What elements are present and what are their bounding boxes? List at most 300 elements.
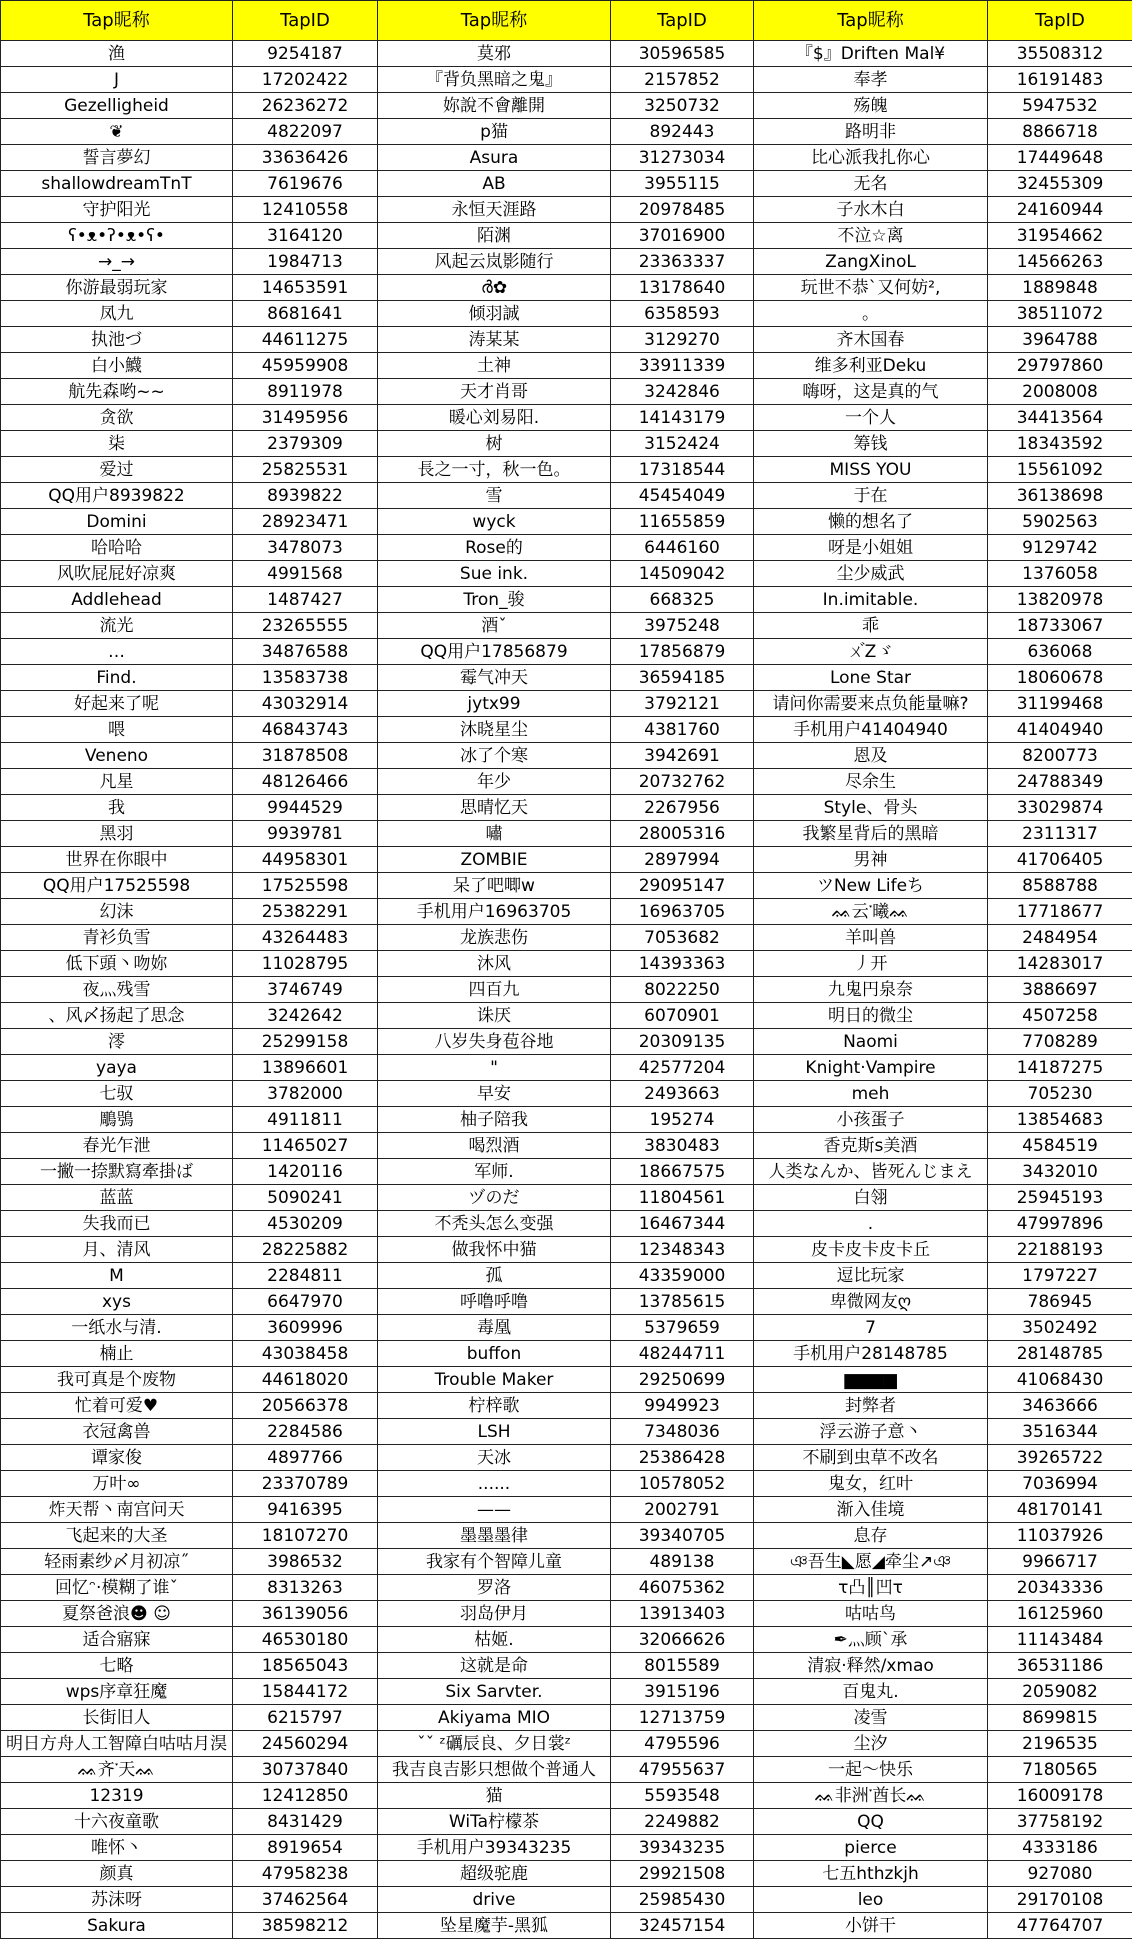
- tapid-cell: 4584519: [988, 1133, 1132, 1159]
- tapid-cell: 4507258: [988, 1003, 1132, 1029]
- tapid-cell: 786945: [988, 1289, 1132, 1315]
- nickname-cell: 唯怀丶: [1, 1835, 233, 1861]
- nickname-cell: Akiyama MIO: [378, 1705, 611, 1731]
- tapid-cell: 31199468: [988, 691, 1132, 717]
- nickname-cell: ▆▆▆▆: [754, 1367, 988, 1393]
- tapid-cell: 2284586: [233, 1419, 378, 1445]
- table-row: [1, 1575, 1132, 1601]
- table-row: [1, 1081, 1132, 1107]
- table-row: [1, 1887, 1132, 1913]
- nickname-cell: 九鬼円泉奈: [754, 977, 988, 1003]
- tapid-cell: 5379659: [611, 1315, 754, 1341]
- table-row: [1, 145, 1132, 171]
- nickname-cell: Asura: [378, 145, 611, 171]
- tapid-cell: 17202422: [233, 67, 378, 93]
- table-row: [1, 1471, 1132, 1497]
- nickname-cell: 白小鱴: [1, 353, 233, 379]
- tapid-cell: 6215797: [233, 1705, 378, 1731]
- tapid-cell: 31878508: [233, 743, 378, 769]
- tapid-cell: 20732762: [611, 769, 754, 795]
- nickname-cell: 呀是小姐姐: [754, 535, 988, 561]
- table-row: [1, 847, 1132, 873]
- nickname-cell: 白翎: [754, 1185, 988, 1211]
- nickname-cell: 风起云岚影随行: [378, 249, 611, 275]
- nickname-cell: ᨐ非洲་酋长ᨐ: [754, 1783, 988, 1809]
- tapid-cell: 8588788: [988, 873, 1132, 899]
- tapid-cell: 15561092: [988, 457, 1132, 483]
- table-row: [1, 197, 1132, 223]
- tapid-cell: 2897994: [611, 847, 754, 873]
- table-row: [1, 587, 1132, 613]
- tapid-cell: 16467344: [611, 1211, 754, 1237]
- nickname-cell: Sakura: [1, 1913, 233, 1939]
- nickname-cell: 、风〆扬起了思念: [1, 1003, 233, 1029]
- tapid-cell: 43359000: [611, 1263, 754, 1289]
- tapid-cell: 2249882: [611, 1809, 754, 1835]
- nickname-cell: WiTa柠檬茶: [378, 1809, 611, 1835]
- nickname-cell: 一撇一捺默寫牽掛ば: [1, 1159, 233, 1185]
- nickname-cell: 男神: [754, 847, 988, 873]
- nickname-cell: ˇˇ ᶻ礪辰良、夕日裳ᶻ: [378, 1731, 611, 1757]
- tapid-cell: 9416395: [233, 1497, 378, 1523]
- tapid-cell: 1889848: [988, 275, 1132, 301]
- tapid-cell: 3964788: [988, 327, 1132, 353]
- nickname-cell: 苏沫呀: [1, 1887, 233, 1913]
- nickname-cell: ঞ吾生◣愿◢牵尘↗ঞ: [754, 1549, 988, 1575]
- tapid-cell: 14393363: [611, 951, 754, 977]
- tapid-cell: 7619676: [233, 171, 378, 197]
- table-row: [1, 1133, 1132, 1159]
- tapid-cell: 24160944: [988, 197, 1132, 223]
- tapid-cell: 4530209: [233, 1211, 378, 1237]
- tapid-cell: 18733067: [988, 613, 1132, 639]
- tapid-cell: 2311317: [988, 821, 1132, 847]
- tapid-cell: 14187275: [988, 1055, 1132, 1081]
- tapid-cell: 8681641: [233, 301, 378, 327]
- tapid-cell: 3164120: [233, 223, 378, 249]
- nickname-cell: shallowdreamTnT: [1, 171, 233, 197]
- tapid-cell: 36594185: [611, 665, 754, 691]
- header-tapid: TapID: [233, 1, 378, 41]
- tapid-cell: 43032914: [233, 691, 378, 717]
- nickname-cell: ㄨ゙Zゞ: [754, 639, 988, 665]
- tapid-cell: 46530180: [233, 1627, 378, 1653]
- nickname-cell: 封弊者: [754, 1393, 988, 1419]
- table-row: [1, 873, 1132, 899]
- tapid-cell: 2484954: [988, 925, 1132, 951]
- nickname-cell: 夏祭爸浪☻ ☺: [1, 1601, 233, 1627]
- nickname-cell: LSH: [378, 1419, 611, 1445]
- tapid-cell: 14566263: [988, 249, 1132, 275]
- tapid-cell: 13785615: [611, 1289, 754, 1315]
- nickname-cell: 涛某某: [378, 327, 611, 353]
- tapid-cell: 44611275: [233, 327, 378, 353]
- nickname-cell: 柚子陪我: [378, 1107, 611, 1133]
- tapid-cell: 3830483: [611, 1133, 754, 1159]
- table-row: [1, 1757, 1132, 1783]
- nickname-cell: 天冰: [378, 1445, 611, 1471]
- tapid-cell: 23363337: [611, 249, 754, 275]
- nickname-cell: 轻雨素纱〆月初凉˝: [1, 1549, 233, 1575]
- table-row: [1, 1783, 1132, 1809]
- nickname-cell: 树: [378, 431, 611, 457]
- tapid-cell: 2284811: [233, 1263, 378, 1289]
- nickname-cell: 万叶∞: [1, 1471, 233, 1497]
- nickname-cell: 明日方舟人工智障白咕咕月淏: [1, 1731, 233, 1757]
- nickname-cell: 天才肖哥: [378, 379, 611, 405]
- nickname-cell: 子水木白: [754, 197, 988, 223]
- nickname-cell: Sue ink.: [378, 561, 611, 587]
- nickname-cell: Six Sarvter.: [378, 1679, 611, 1705]
- table-row: [1, 717, 1132, 743]
- tapid-cell: 33911339: [611, 353, 754, 379]
- nickname-cell: 幻沫: [1, 899, 233, 925]
- table-row: [1, 1861, 1132, 1887]
- table-row: [1, 405, 1132, 431]
- table-row: [1, 171, 1132, 197]
- table-row: [1, 119, 1132, 145]
- nickname-cell: 一纸水与清.: [1, 1315, 233, 1341]
- tapid-cell: 39265722: [988, 1445, 1132, 1471]
- tapid-cell: 42577204: [611, 1055, 754, 1081]
- tapid-cell: 8022250: [611, 977, 754, 1003]
- nickname-cell: 夜灬残雪: [1, 977, 233, 1003]
- nickname-cell: 沐风: [378, 951, 611, 977]
- tapid-cell: 8200773: [988, 743, 1132, 769]
- tapid-cell: 3942691: [611, 743, 754, 769]
- tapid-cell: 16191483: [988, 67, 1132, 93]
- tapid-cell: 4822097: [233, 119, 378, 145]
- nickname-cell: 失我而已: [1, 1211, 233, 1237]
- nickname-cell: ......: [378, 1471, 611, 1497]
- tapid-cell: 9944529: [233, 795, 378, 821]
- tapid-cell: 45959908: [233, 353, 378, 379]
- tapid-cell: 18060678: [988, 665, 1132, 691]
- nickname-cell: 筹钱: [754, 431, 988, 457]
- tapid-cell: 47955637: [611, 1757, 754, 1783]
- nickname-cell: QQ用户17856879: [378, 639, 611, 665]
- tapid-cell: 20343336: [988, 1575, 1132, 1601]
- tapid-cell: 41068430: [988, 1367, 1132, 1393]
- table-row: [1, 1419, 1132, 1445]
- tapid-cell: 32457154: [611, 1913, 754, 1939]
- table-row: [1, 1237, 1132, 1263]
- nickname-cell: ——: [378, 1497, 611, 1523]
- nickname-cell: 一起～快乐: [754, 1757, 988, 1783]
- tapid-cell: 7036994: [988, 1471, 1132, 1497]
- tapid-cell: 4897766: [233, 1445, 378, 1471]
- nickname-cell: 无名: [754, 171, 988, 197]
- table-row: [1, 743, 1132, 769]
- tapid-cell: 3516344: [988, 1419, 1132, 1445]
- nickname-cell: 凤九: [1, 301, 233, 327]
- nickname-cell: 手机用户41404940: [754, 717, 988, 743]
- nickname-cell: ✒灬顾ˋ承: [754, 1627, 988, 1653]
- table-row: [1, 1029, 1132, 1055]
- tapid-cell: 3792121: [611, 691, 754, 717]
- nickname-cell: 沐晓星尘: [378, 717, 611, 743]
- table-row: [1, 561, 1132, 587]
- nickname-cell: 咕咕鸟: [754, 1601, 988, 1627]
- tapid-cell: 14653591: [233, 275, 378, 301]
- tapid-cell: 12348343: [611, 1237, 754, 1263]
- nickname-cell: meh: [754, 1081, 988, 1107]
- nickname-cell: 清寂·释然/xmao: [754, 1653, 988, 1679]
- tapid-cell: 13854683: [988, 1107, 1132, 1133]
- nickname-cell: ZOMBIE: [378, 847, 611, 873]
- tapid-cell: 8313263: [233, 1575, 378, 1601]
- tapid-cell: 1487427: [233, 587, 378, 613]
- nickname-cell: ": [378, 1055, 611, 1081]
- nickname-cell: 呆了吧唧w: [378, 873, 611, 899]
- table-row: [1, 977, 1132, 1003]
- table-row: [1, 1003, 1132, 1029]
- tapid-cell: 17718677: [988, 899, 1132, 925]
- nickname-cell: 浮云游子意丶: [754, 1419, 988, 1445]
- nickname-cell: 长街旧人: [1, 1705, 233, 1731]
- tapid-cell: 24560294: [233, 1731, 378, 1757]
- tapid-cell: 3915196: [611, 1679, 754, 1705]
- tapid-cell: 13178640: [611, 275, 754, 301]
- table-row: [1, 1341, 1132, 1367]
- nickname-cell: ❦: [1, 119, 233, 145]
- tapid-cell: 3242846: [611, 379, 754, 405]
- tapid-cell: 25382291: [233, 899, 378, 925]
- nickname-cell: 我: [1, 795, 233, 821]
- nickname-cell: MISS YOU: [754, 457, 988, 483]
- nickname-cell: 年少: [378, 769, 611, 795]
- nickname-cell: Naomi: [754, 1029, 988, 1055]
- tapid-cell: 892443: [611, 119, 754, 145]
- tapid-cell: 17525598: [233, 873, 378, 899]
- nickname-cell: wyck: [378, 509, 611, 535]
- tapid-cell: 28148785: [988, 1341, 1132, 1367]
- nickname-cell: 玩世不恭ˋ又何妨²,: [754, 275, 988, 301]
- nickname-cell: 炸天帮丶南宫问天: [1, 1497, 233, 1523]
- nickname-cell: 执池づ: [1, 327, 233, 353]
- tapid-cell: 8911978: [233, 379, 378, 405]
- nickname-cell: buffon: [378, 1341, 611, 1367]
- nickname-cell: 霉气冲天: [378, 665, 611, 691]
- tapid-cell: 15844172: [233, 1679, 378, 1705]
- tapid-cell: 20978485: [611, 197, 754, 223]
- tapid-cell: 30737840: [233, 1757, 378, 1783]
- header-row: [1, 1, 1132, 41]
- tapid-cell: 9949923: [611, 1393, 754, 1419]
- nickname-cell: 12319: [1, 1783, 233, 1809]
- tapid-cell: 39343235: [611, 1835, 754, 1861]
- nickname-cell: 酒ˇ: [378, 613, 611, 639]
- nickname-cell: 莫邪: [378, 41, 611, 67]
- nickname-cell: 呼噜呼噜: [378, 1289, 611, 1315]
- nickname-cell: 殇魄: [754, 93, 988, 119]
- table-row: [1, 67, 1132, 93]
- table-row: [1, 1653, 1132, 1679]
- nickname-cell: 暖心刘易阳.: [378, 405, 611, 431]
- nickname-cell: Veneno: [1, 743, 233, 769]
- tapid-cell: 26236272: [233, 93, 378, 119]
- tapid-cell: 4795596: [611, 1731, 754, 1757]
- nickname-cell: 军师.: [378, 1159, 611, 1185]
- table-row: [1, 1367, 1132, 1393]
- nickname-cell: 倾羽誠: [378, 301, 611, 327]
- tapid-cell: 2267956: [611, 795, 754, 821]
- nickname-cell: 尽余生: [754, 769, 988, 795]
- tapid-cell: 29170108: [988, 1887, 1132, 1913]
- nickname-cell: Lone Star: [754, 665, 988, 691]
- nickname-cell: ര്‍✿: [378, 275, 611, 301]
- table-row: [1, 613, 1132, 639]
- table-row: [1, 1731, 1132, 1757]
- tapid-cell: 46075362: [611, 1575, 754, 1601]
- tapid-cell: 48126466: [233, 769, 378, 795]
- tapid-cell: 17856879: [611, 639, 754, 665]
- tapid-cell: 36138698: [988, 483, 1132, 509]
- tapid-cell: 35508312: [988, 41, 1132, 67]
- tapid-cell: 13913403: [611, 1601, 754, 1627]
- nickname-cell: 比心派我扎你心: [754, 145, 988, 171]
- header-nickname: Tap昵称: [754, 1, 988, 41]
- tapid-cell: 2008008: [988, 379, 1132, 405]
- table-row: [1, 1315, 1132, 1341]
- tapid-cell: 4991568: [233, 561, 378, 587]
- tapid-cell: 48244711: [611, 1341, 754, 1367]
- nickname-cell: 誓言夢幻: [1, 145, 233, 171]
- nickname-cell: M: [1, 1263, 233, 1289]
- nickname-cell: ʕ•ᴥ•ʔ•ᴥ•ʕ•: [1, 223, 233, 249]
- nickname-cell: 早安: [378, 1081, 611, 1107]
- nickname-cell: 世界在你眼中: [1, 847, 233, 873]
- tapid-cell: 5090241: [233, 1185, 378, 1211]
- tapid-cell: 29921508: [611, 1861, 754, 1887]
- tapid-cell: 25299158: [233, 1029, 378, 1055]
- tapid-cell: 3242642: [233, 1003, 378, 1029]
- nickname-cell: 卑微网友ღ: [754, 1289, 988, 1315]
- nickname-cell: jytx99: [378, 691, 611, 717]
- nickname-cell: 七略: [1, 1653, 233, 1679]
- tapid-cell: 8866718: [988, 119, 1132, 145]
- nickname-cell: xys: [1, 1289, 233, 1315]
- tapid-cell: 1420116: [233, 1159, 378, 1185]
- tapid-cell: 3250732: [611, 93, 754, 119]
- table-row: [1, 1497, 1132, 1523]
- nickname-cell: 渔: [1, 41, 233, 67]
- tapid-cell: 22188193: [988, 1237, 1132, 1263]
- tapid-cell: 668325: [611, 587, 754, 613]
- nickname-cell: QQ: [754, 1809, 988, 1835]
- tapid-cell: 17318544: [611, 457, 754, 483]
- tapid-cell: 14509042: [611, 561, 754, 587]
- tapid-cell: 6358593: [611, 301, 754, 327]
- nickname-cell: 维多利亚Deku: [754, 353, 988, 379]
- table-row: [1, 1211, 1132, 1237]
- tapid-cell: 34876588: [233, 639, 378, 665]
- nickname-cell: Gezelligheid: [1, 93, 233, 119]
- nickname-cell: 枯姬.: [378, 1627, 611, 1653]
- tapid-cell: 6446160: [611, 535, 754, 561]
- table-row: [1, 223, 1132, 249]
- table-row: [1, 431, 1132, 457]
- table-row: [1, 1601, 1132, 1627]
- nickname-cell: τ凸║凹τ: [754, 1575, 988, 1601]
- tapid-cell: 29095147: [611, 873, 754, 899]
- table-row: [1, 1185, 1132, 1211]
- nickname-cell: 懒的想名了: [754, 509, 988, 535]
- tapid-cell: 2157852: [611, 67, 754, 93]
- tapid-cell: 11028795: [233, 951, 378, 977]
- table-row: [1, 1107, 1132, 1133]
- nickname-cell: leo: [754, 1887, 988, 1913]
- nickname-cell: 嘯: [378, 821, 611, 847]
- nickname-cell: 青衫负雪: [1, 925, 233, 951]
- nickname-cell: 贪欲: [1, 405, 233, 431]
- nickname-cell: 飞起来的大圣: [1, 1523, 233, 1549]
- table-row: [1, 41, 1132, 67]
- nickname-cell: 恩及: [754, 743, 988, 769]
- tapid-cell: 25945193: [988, 1185, 1132, 1211]
- tapid-cell: 44958301: [233, 847, 378, 873]
- table-row: [1, 483, 1132, 509]
- nickname-cell: 鬼女，红叶: [754, 1471, 988, 1497]
- nickname-cell: 春光乍泄: [1, 1133, 233, 1159]
- tapid-cell: 47997896: [988, 1211, 1132, 1237]
- table-row: [1, 1055, 1132, 1081]
- nickname-cell: Addlehead: [1, 587, 233, 613]
- nickname-cell: 于在: [754, 483, 988, 509]
- tapid-cell: 16125960: [988, 1601, 1132, 1627]
- tapid-cell: 3502492: [988, 1315, 1132, 1341]
- tapid-cell: 2196535: [988, 1731, 1132, 1757]
- nickname-cell: 航先森哟~~: [1, 379, 233, 405]
- table-row: [1, 951, 1132, 977]
- nickname-cell: 我可真是个废物: [1, 1367, 233, 1393]
- tapid-cell: 8699815: [988, 1705, 1132, 1731]
- tapid-cell: 489138: [611, 1549, 754, 1575]
- table-row: [1, 535, 1132, 561]
- tapid-cell: 7348036: [611, 1419, 754, 1445]
- nickname-cell: 雪: [378, 483, 611, 509]
- tapid-cell: 927080: [988, 1861, 1132, 1887]
- nickname-cell: Rose的: [378, 535, 611, 561]
- tapid-cell: 33029874: [988, 795, 1132, 821]
- nickname-cell: 低下頭丶吻妳: [1, 951, 233, 977]
- tapid-cell: 11655859: [611, 509, 754, 535]
- table-row: [1, 691, 1132, 717]
- nickname-cell: 思晴忆天: [378, 795, 611, 821]
- nickname-cell: 好起来了呢: [1, 691, 233, 717]
- tapid-cell: 3609996: [233, 1315, 378, 1341]
- tapid-cell: 5947532: [988, 93, 1132, 119]
- nickname-cell: 逗比玩家: [754, 1263, 988, 1289]
- tapid-cell: 20566378: [233, 1393, 378, 1419]
- nickname-cell: 手机用户16963705: [378, 899, 611, 925]
- nickname-cell: 龙族悲伤: [378, 925, 611, 951]
- nickname-cell: ヅのだ: [378, 1185, 611, 1211]
- tapid-cell: 3782000: [233, 1081, 378, 1107]
- nickname-cell: 孤: [378, 1263, 611, 1289]
- nickname-cell: 罗洛: [378, 1575, 611, 1601]
- nickname-cell: 凌雪: [754, 1705, 988, 1731]
- nickname-cell: 喝烈酒: [378, 1133, 611, 1159]
- table-row: [1, 1705, 1132, 1731]
- nickname-cell: 皮卡皮卡皮卡丘: [754, 1237, 988, 1263]
- tapid-cell: 9966717: [988, 1549, 1132, 1575]
- nickname-cell: 月、清风: [1, 1237, 233, 1263]
- tapid-cell: 31954662: [988, 223, 1132, 249]
- nickname-cell: wps序章狂魔: [1, 1679, 233, 1705]
- nickname-cell: 嗨呀，这是真的气: [754, 379, 988, 405]
- tapid-cell: 28005316: [611, 821, 754, 847]
